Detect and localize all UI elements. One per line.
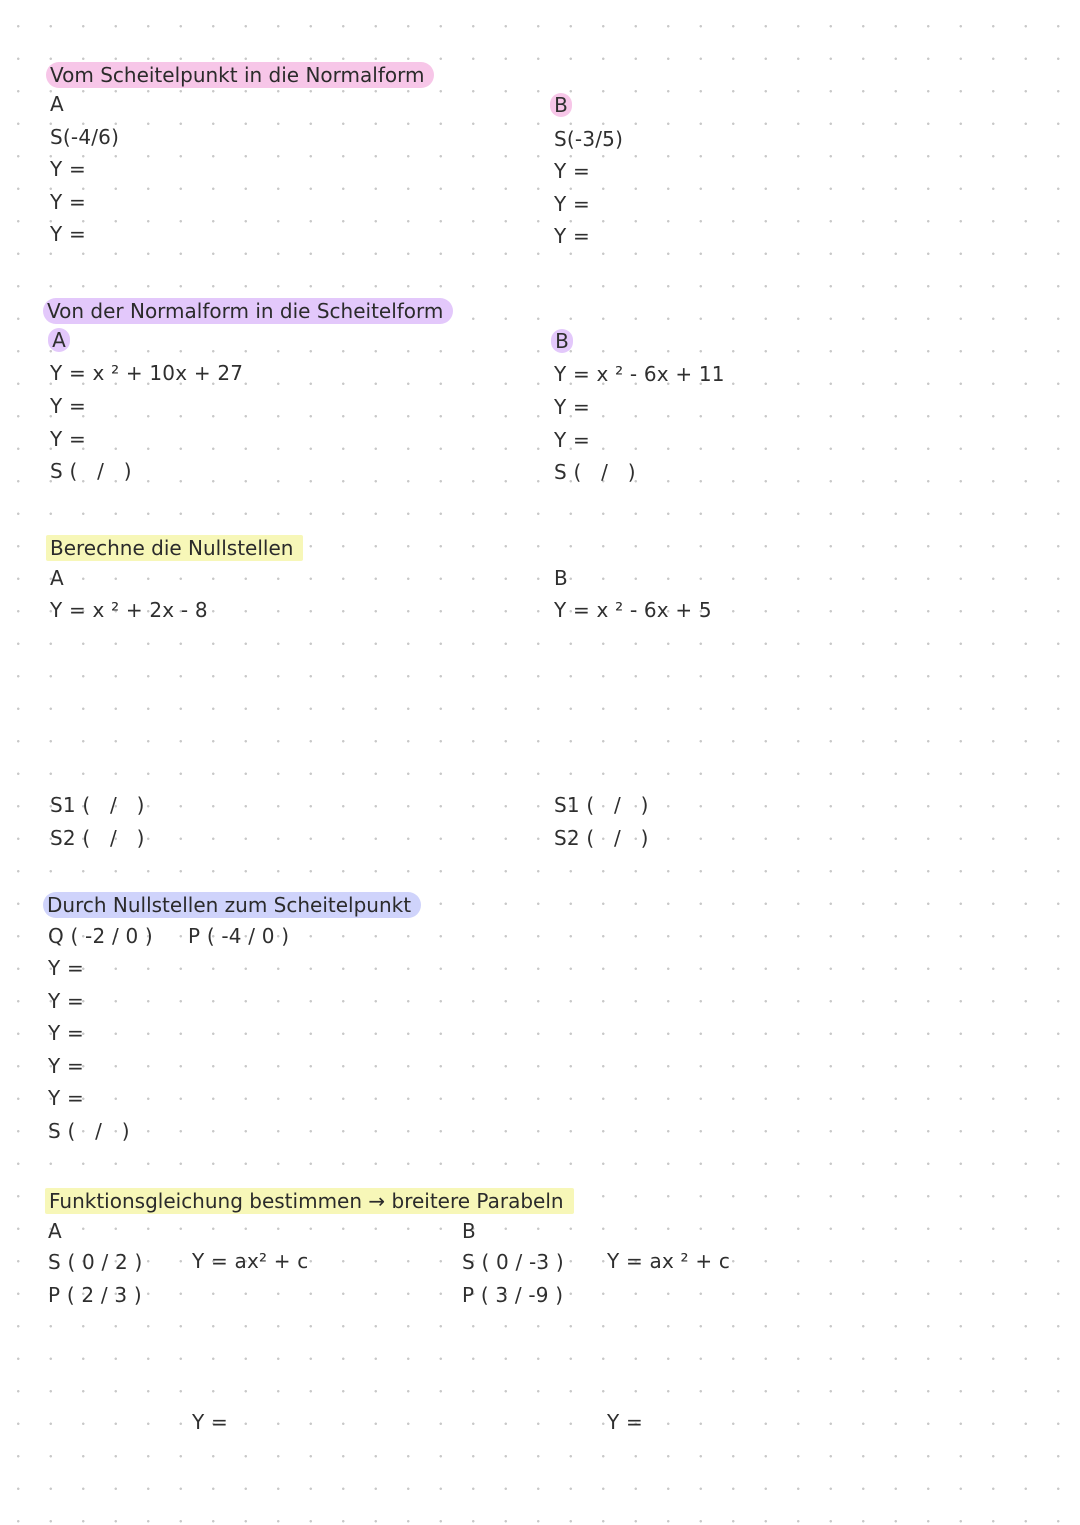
section4-line-1: Y = (48, 956, 84, 980)
section1-line-b1: Y = (554, 159, 590, 183)
section1-line-b2: Y = (554, 192, 590, 216)
section1-label-b: B (550, 93, 572, 117)
section1-line-a3: Y = (50, 222, 86, 246)
section5-title: Funktionsgleichung bestimmen → breitere Parabeln (45, 1188, 574, 1214)
section5-formula-a: Y = ax² + c (192, 1249, 309, 1273)
section4-point-q: Q ( -2 / 0 ) (48, 924, 153, 948)
section4-line-2: Y = (48, 989, 84, 1013)
section2-equation-a: Y = x ² + 10x + 27 (50, 361, 244, 385)
section3-label-b: B (554, 566, 568, 590)
section5-label-b: B (462, 1219, 476, 1243)
section2-label-a: A (48, 328, 70, 352)
section3-s2-a: S2 ( / ) (50, 826, 145, 850)
section5-label-a: A (48, 1219, 62, 1243)
section5-s-a: S ( 0 / 2 ) (48, 1250, 143, 1274)
section1-line-a1: Y = (50, 157, 86, 181)
section5-p-b: P ( 3 / -9 ) (462, 1283, 564, 1307)
section5-answer-a: Y = (192, 1410, 228, 1434)
section2-equation-b: Y = x ² - 6x + 11 (554, 362, 725, 386)
section1-title: Vom Scheitelpunkt in die Normalform (46, 62, 434, 88)
section4-vertex: S ( / ) (48, 1119, 130, 1143)
section1-label-a: A (50, 92, 64, 116)
section3-equation-b: Y = x ² - 6x + 5 (554, 598, 712, 622)
section5-s-b: S ( 0 / -3 ) (462, 1250, 564, 1274)
section4-point-p: P ( -4 / 0 ) (188, 924, 290, 948)
section4-line-5: Y = (48, 1086, 84, 1110)
section5-formula-b: Y = ax ² + c (607, 1249, 731, 1273)
section3-s1-b: S1 ( / ) (554, 793, 649, 817)
section1-line-a2: Y = (50, 190, 86, 214)
section3-title: Berechne die Nullstellen (46, 535, 303, 561)
section1-point-a: S(-4/6) (50, 125, 120, 149)
section2-vertex-a: S ( / ) (50, 459, 132, 483)
section2-title: Von der Normalform in die Scheitelform (43, 298, 453, 324)
section3-s1-a: S1 ( / ) (50, 793, 145, 817)
section2-line-a2: Y = (50, 427, 86, 451)
section5-answer-b: Y = (607, 1410, 643, 1434)
section2-vertex-b: S ( / ) (554, 460, 636, 484)
section5-p-a: P ( 2 / 3 ) (48, 1283, 142, 1307)
section3-s2-b: S2 ( / ) (554, 826, 649, 850)
section2-line-b2: Y = (554, 428, 590, 452)
section3-equation-a: Y = x ² + 2x - 8 (50, 598, 208, 622)
section3-label-a: A (50, 566, 64, 590)
section4-line-3: Y = (48, 1021, 84, 1045)
section2-line-a1: Y = (50, 394, 86, 418)
section4-line-4: Y = (48, 1054, 84, 1078)
section1-point-b: S(-3/5) (554, 127, 624, 151)
section4-title: Durch Nullstellen zum Scheitelpunkt (43, 892, 421, 918)
section2-label-b: B (551, 329, 573, 353)
section2-line-b1: Y = (554, 395, 590, 419)
section1-line-b3: Y = (554, 224, 590, 248)
